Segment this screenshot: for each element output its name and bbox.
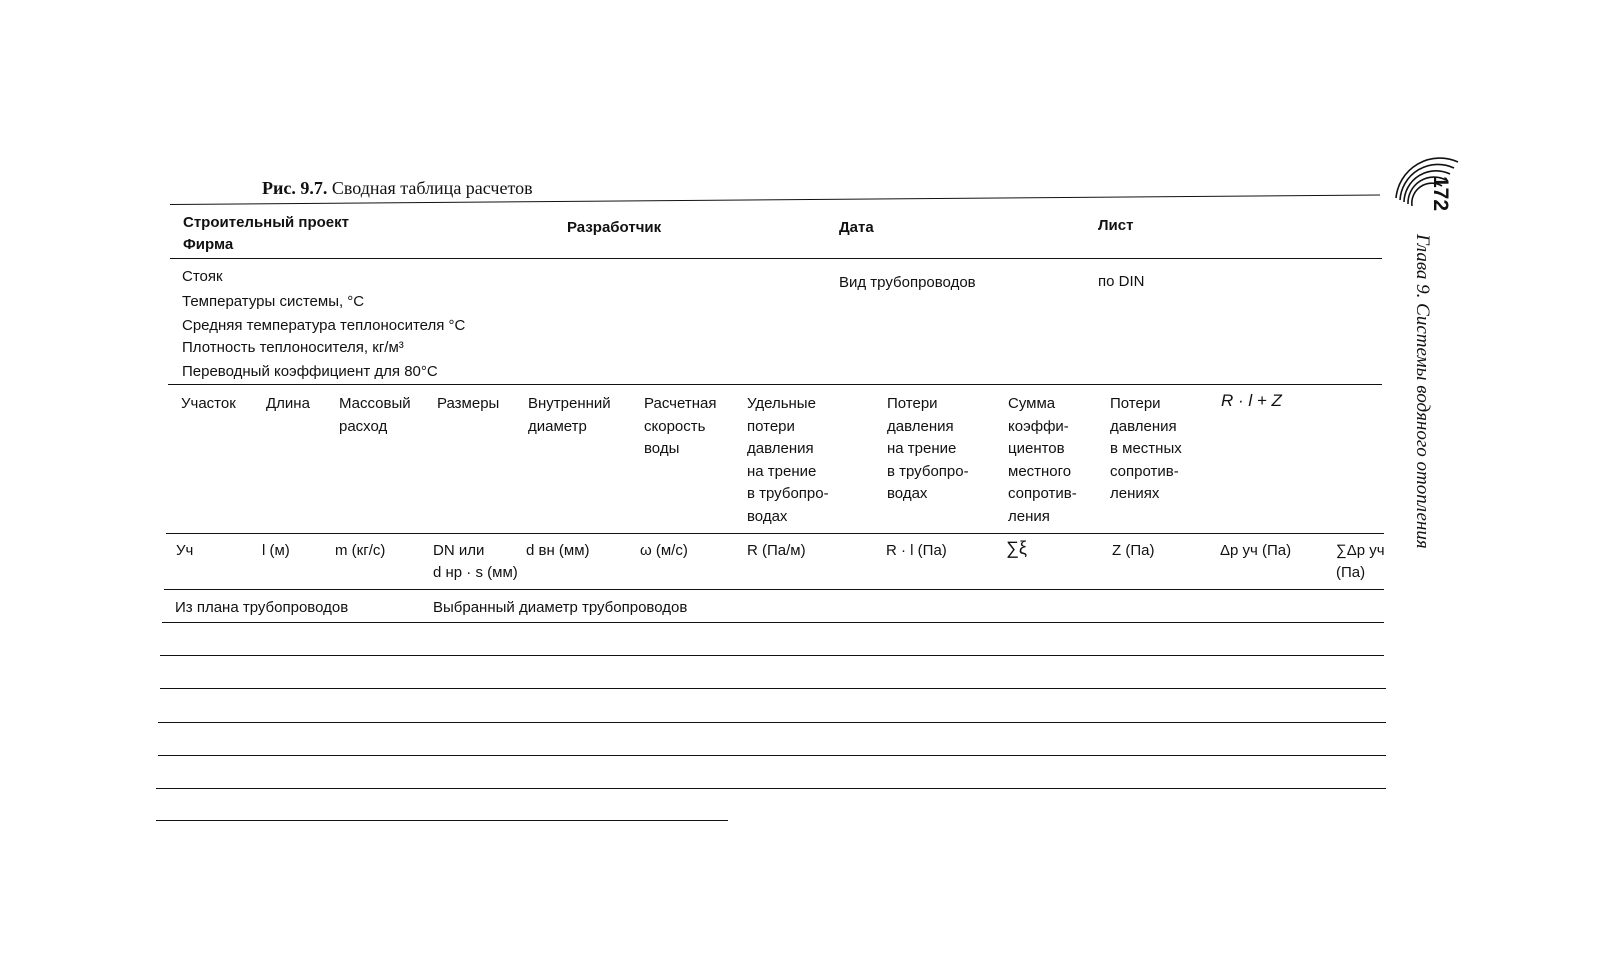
figure-label: Рис. 9.7.: [262, 178, 328, 198]
unit-size-line2: d нр · s (мм): [433, 564, 518, 581]
blank-row-rule-6: [156, 788, 1386, 789]
firm-label: Фирма: [183, 236, 234, 253]
unit-section-pressure-drop: Δp уч (Па): [1220, 542, 1292, 559]
chosen-diameter-note: Выбранный диаметр трубопроводов: [433, 599, 688, 616]
column-header-specific-loss: Удельные потери давления на трение в трубопро- водах: [747, 395, 829, 525]
unit-mass-flow: m (кг/с): [335, 542, 386, 559]
column-header-mass-flow: Массовый расход: [339, 395, 411, 435]
unit-inner-diameter: d вн (мм): [526, 542, 590, 559]
avg-temp-label: Средняя температура теплоносителя °C: [182, 317, 466, 334]
from-plan-note: Из плана трубопроводов: [175, 599, 349, 616]
column-header-size: Размеры: [437, 395, 500, 412]
column-header-friction-loss: Потери давления на трение в трубопро- водах: [887, 395, 969, 502]
developer-label: Разработчик: [567, 219, 662, 236]
unit-section: Уч: [176, 542, 194, 559]
unit-sum-pressure-drop-pa: (Па): [1336, 564, 1366, 581]
date-label: Дата: [839, 219, 874, 236]
blank-row-rule-2: [160, 655, 1384, 656]
page-number: 172: [1429, 176, 1452, 212]
columns-rule: [166, 533, 1384, 534]
unit-sum-zeta: ∑ξ: [1006, 538, 1027, 558]
figure-title: Сводная таблица расчетов: [331, 178, 533, 198]
blank-row-rule-5: [158, 755, 1386, 756]
blank-row-rule-7: [156, 820, 728, 821]
figure-caption: [262, 178, 533, 199]
pipe-type-label: Вид трубопроводов: [839, 274, 976, 291]
chapter-title: Глава 9. Системы водяного отопления: [1412, 234, 1433, 549]
density-label: Плотность теплоносителя, кг/м³: [182, 339, 404, 356]
column-header-length: Длина: [266, 395, 310, 412]
units-rule: [164, 589, 1384, 590]
unit-friction-loss: R · l (Па): [886, 542, 947, 559]
blank-row-rule-1: [162, 622, 1384, 623]
unit-velocity: ω (м/с): [640, 542, 688, 559]
conversion-label: Переводный коэффициент для 80°C: [182, 363, 438, 380]
blank-row-rule-4: [158, 722, 1386, 723]
unit-sum-pressure-drop: ∑Δp уч: [1336, 542, 1385, 559]
column-header-section: Участок: [181, 395, 236, 412]
column-header-rl-plus-z: R · l + Z: [1221, 391, 1282, 410]
info-rule: [168, 384, 1382, 385]
sheet-label: Лист: [1098, 217, 1134, 234]
unit-local-loss: Z (Па): [1112, 542, 1155, 559]
system-temps-label: Температуры системы, °C: [182, 293, 365, 310]
blank-row-rule-3: [160, 688, 1386, 689]
unit-size-line1: DN или: [433, 542, 485, 559]
header-rule: [170, 258, 1382, 259]
riser-label: Стояк: [182, 268, 223, 285]
din-label: по DIN: [1098, 273, 1145, 290]
column-header-velocity: Расчетная скорость воды: [644, 395, 717, 457]
column-header-local-loss: Потери давления в местных сопротив- лениях: [1110, 395, 1182, 502]
unit-length: l (м): [262, 542, 290, 559]
column-header-sum-coefficients: Сумма коэффи- циентов местного сопротив- ления: [1008, 395, 1077, 525]
unit-specific-loss: R (Па/м): [747, 542, 806, 559]
project-label: Строительный проект: [183, 214, 350, 231]
column-header-inner-diameter: Внутренний диаметр: [528, 395, 611, 435]
